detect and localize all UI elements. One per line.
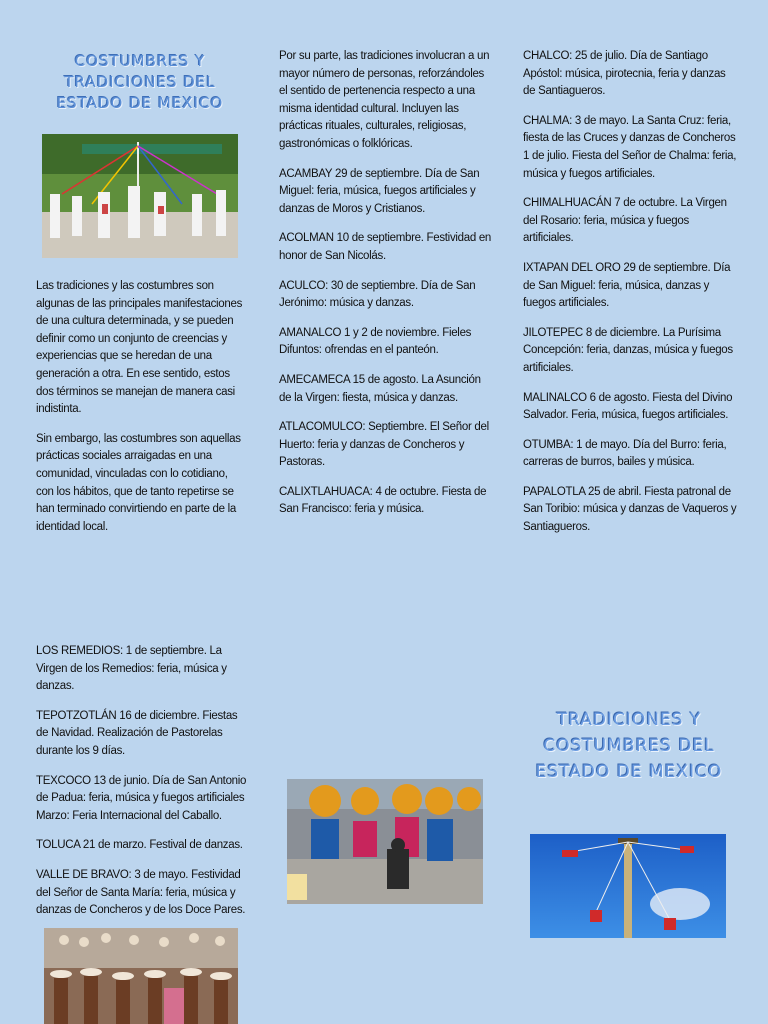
list-item: ACULCO: 30 de septiembre. Día de San Jerónimo: música y danzas.: [279, 279, 476, 310]
list-item: ATLACOMULCO: Septiembre. El Señor del Huerto: feria y danzas de Concheros y Pastoras.: [279, 421, 489, 469]
list-item: CHIMALHUACÁN 7 de octubre. La Virgen del Rosario: feria, música y fuegos artificiales.: [523, 197, 727, 245]
list-item: LOS REMEDIOS: 1 de septiembre. La Virgen de los Remedios: feria, música y danzas.: [36, 645, 227, 693]
intro-text: [36, 278, 246, 548]
festivities-list-1: [36, 643, 250, 932]
list-item: AMANALCO 1 y 2 de noviembre. Fieles Difuntos: ofrendas en el panteón.: [279, 326, 472, 357]
list-item: CHALMA: 3 de mayo. La Santa Cruz: feria, fiesta de las Cruces y danzas de Concheros 1 de julio. Fiesta del Señor de Chalma: feria, música y fuegos artificiales.: [523, 114, 737, 180]
list-item: TEXCOCO 13 de junio. Día de San Antonio de Padua: feria, música y fuegos artificiales Marzo: Feria Internacional del Caballo.: [36, 774, 247, 822]
list-item: ACOLMAN 10 de septiembre. Festividad en honor de San Nicolás.: [279, 232, 492, 262]
list-item: ACAMBAY 29 de septiembre. Día de San Miguel: feria, música, fuegos artificiales y danzas de Moros y Cristianos.: [279, 167, 480, 215]
list-item: PAPALOTLA 25 de abril. Fiesta patronal de San Toribio: música y danzas de Vaqueros y Santiagueros.: [523, 485, 737, 534]
list-item: CALIXTLAHUACA: 4 de octubre. Fiesta de San Francisco: feria y música.: [279, 485, 487, 516]
list-item: OTUMBA: 1 de mayo. Día del Burro: feria, carreras de burros, bailes y música.: [523, 438, 727, 469]
brochure-back-title: TRADICIONES Y COSTUMBRES DEL ESTADO DE MEXICO: [535, 710, 723, 782]
list-item: VALLE DE BRAVO: 3 de mayo. Festividad del Señor de Santa María: feria, música y danzas de Concheros y de los Doce Pares.: [36, 868, 246, 917]
intro-paragraph: Sin embargo, las costumbres son aquellas prácticas sociales arraigadas en una comunidad, vinculadas con lo cotidiano, con los hábitos, que de tanto repetirse se han terminado convirtiendo en parte de la identidad local.: [36, 432, 241, 533]
festivities-list-2: [279, 48, 493, 531]
list-item: TEPOTZOTLÁN 16 de diciembre. Fiestas de Navidad. Realización de Pastorelas durante los 9 días.: [36, 709, 238, 757]
folk-dancers-photo: [44, 928, 238, 1024]
list-item: MALINALCO 6 de agosto. Fiesta del Divino Salvador. Feria, música, fuegos artificiales.: [523, 391, 733, 422]
list-item: IXTAPAN DEL ORO 29 de septiembre. Día de San Miguel: feria, música, danzas y fuegos artificiales.: [523, 261, 731, 310]
list-item: CHALCO: 25 de julio. Día de Santiago Apóstol: música, pirotecnia, feria y danzas de Santiagueros.: [523, 50, 726, 98]
maypole-dance-photo: [42, 134, 238, 258]
parade-dancers-photo: [287, 779, 483, 904]
list-item: Por su parte, las tradiciones involucran a un mayor número de personas, reforzándoles el sentido de pertenencia respecto a una misma identidad cultural. Incluyen las prácticas rituales, culturales, religiosas, gastronómicas o folklóricas.: [279, 50, 490, 150]
list-item: AMECAMECA 15 de agosto. La Asunción de la Virgen: fiesta, música y danzas.: [279, 373, 481, 404]
list-item: TOLUCA 21 de marzo. Festival de danzas.: [36, 839, 243, 852]
voladores-photo: [530, 834, 726, 938]
intro-paragraph: Las tradiciones y las costumbres son algunas de las principales manifestaciones de una cultura determinada, y se pueden definir como un conjunto de creencias y experiencias que se heredan de una generación a otra. En ese sentido, estos dos términos se manejan de manera casi indistinta.: [36, 280, 243, 416]
brochure-title: COSTUMBRES Y TRADICIONES DEL ESTADO DE MEXICO: [56, 52, 224, 112]
festivities-list-3: [523, 48, 737, 549]
list-item: JILOTEPEC 8 de diciembre. La Purísima Concepción: feria, danzas, música y fuegos artificiales.: [523, 326, 733, 374]
